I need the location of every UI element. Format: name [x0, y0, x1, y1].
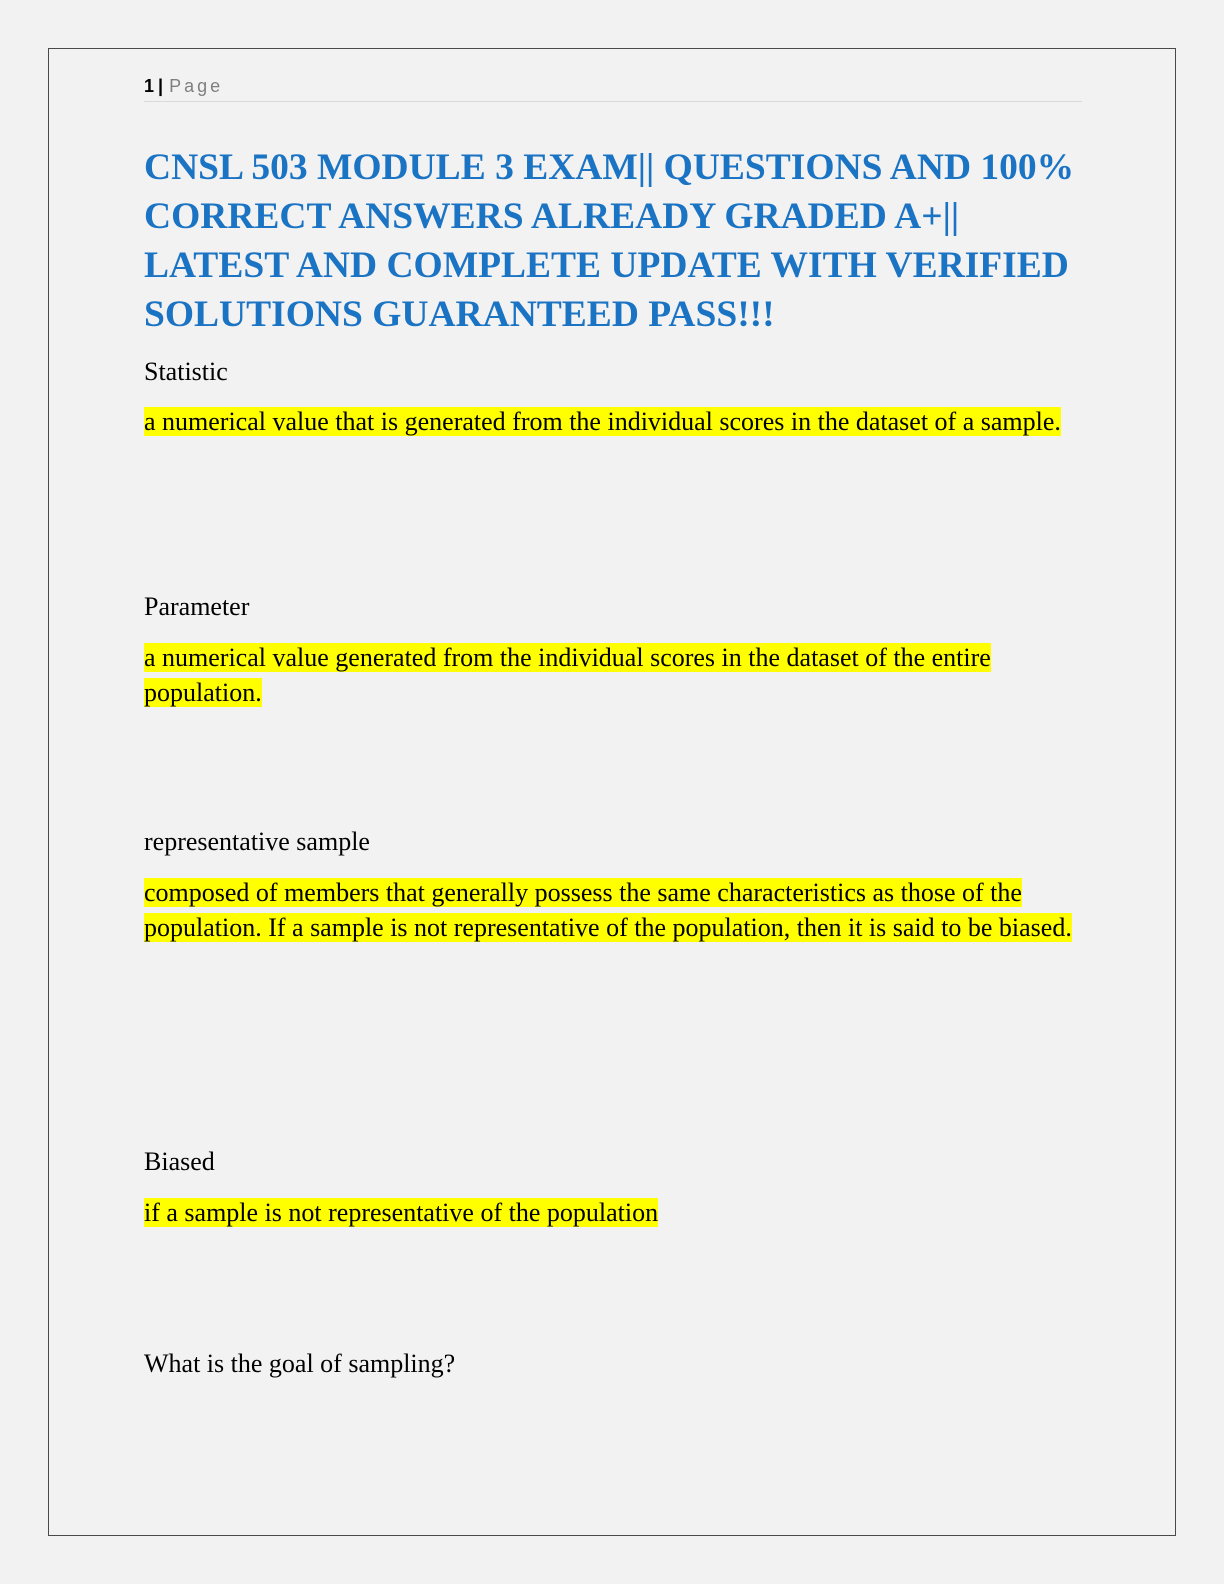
page-header	[144, 74, 1082, 102]
highlighted-answer: if a sample is not representative of the population	[144, 1198, 659, 1227]
term-biased: Biased	[144, 1147, 215, 1176]
definition-representative-sample	[144, 875, 1074, 945]
term-parameter: Parameter	[144, 592, 250, 621]
term-statistic: Statistic	[144, 357, 228, 386]
highlighted-answer: a numerical value that is generated from the individual scores in the dataset of a sample.	[144, 407, 1061, 436]
definition-parameter	[144, 640, 1074, 710]
page-label: Page	[169, 76, 224, 96]
term-representative-sample: representative sample	[144, 827, 370, 856]
document-title: CNSL 503 MODULE 3 EXAM|| QUESTIONS AND 100% CORRECT ANSWERS ALREADY GRADED A+|| LATEST AND COMPLETE UPDATE WITH VERIFIED SOLUTIONS GUARANTEED PASS!!!	[144, 147, 1075, 335]
highlighted-answer: a numerical value generated from the individual scores in the dataset of the entire population.	[144, 643, 991, 707]
header-separator: |	[158, 76, 164, 96]
page-number: 1	[144, 76, 155, 96]
definition-statistic	[144, 404, 1074, 439]
highlighted-answer: composed of members that generally possess the same characteristics as those of the population. If a sample is not representative of the population, then it is said to be biased.	[144, 878, 1072, 942]
definition-biased	[144, 1195, 1074, 1230]
term-goal-of-sampling: What is the goal of sampling?	[144, 1349, 456, 1378]
